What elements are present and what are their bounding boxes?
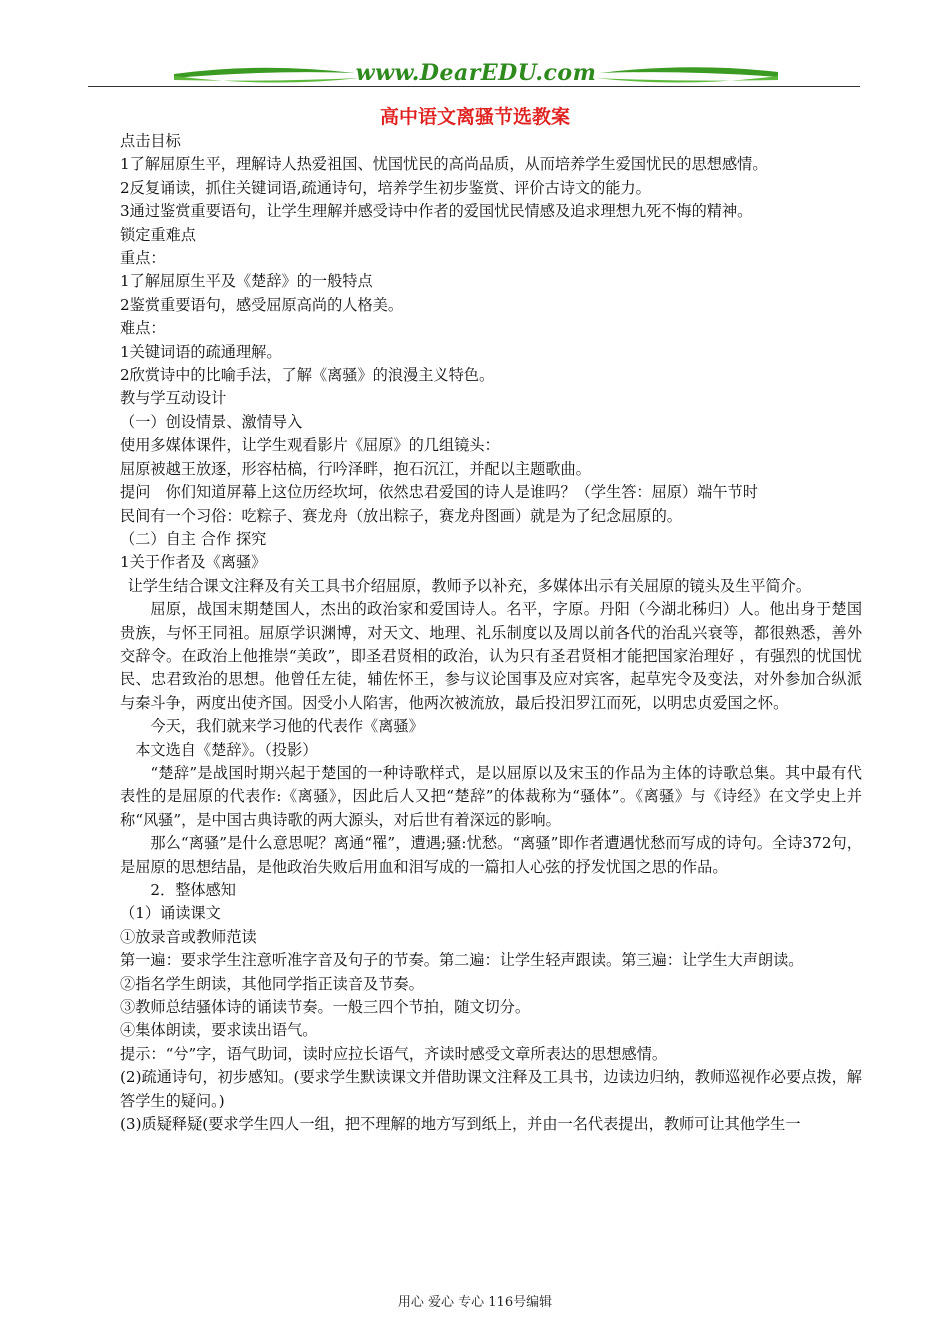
paragraph: 第一遍：要求学生注意听准字音及句子的节奏。第二遍：让学生轻声跟读。第三遍：让学生大声朗读。: [120, 951, 804, 970]
header-divider: [88, 86, 860, 87]
paragraph: 1关键词语的疏通理解。: [120, 342, 282, 361]
subheading: 2．整体感知: [150, 881, 236, 899]
site-logo-text: www.DearEDU.com: [355, 60, 597, 86]
paragraph-lisao-meaning: 那么“离骚”是什么意思呢？离通“罹”，遭遇;骚:忧愁。“离骚”即作者遭遇忧愁而写成的诗句。全诗372句，是屈原的思想结晶，是他政治失败后用血和泪写成的一篇扣人心弦的抒发忧国之思的作品。: [120, 834, 862, 876]
paragraph: ②指名学生朗读，其他同学指正读音及节奏。: [120, 974, 424, 993]
paragraph: (2)疏通诗句，初步感知。(要求学生默读课文并借助课文注释及工具书，边读边归纳，教师巡视作必要点拨，解答学生的疑问。): [120, 1068, 862, 1110]
paragraph: 让学生结合课文注释及有关工具书介绍屈原，教师予以补充，多媒体出示有关屈原的镜头及生平简介。: [127, 576, 812, 595]
paragraph-author-bio: 屈原，战国末期楚国人，杰出的政治家和爱国诗人。名平，字原。丹阳（今湖北秭归）人。他出身于楚国贵族，与怀王同祖。屈原学识渊博，对天文、地理、礼乐制度以及周以前各代的治乱兴衰等，都很熟悉，善外交辞令。在政治上他推崇“美政”，即圣君贤相的政治，认为只有圣君贤相才能把国家治理好 ，有强烈的忧国忧民、忠君致治的思想。他曾任左徒，辅佐怀王，参与议论国事及应对宾客，起草宪令及变法，对外参加合纵派与秦斗争，两度出使齐国。因受小人陷害，他两次被流放，最后投汨罗江而死，以明忠贞爱国之怀。: [120, 600, 862, 712]
paragraph: 1了解屈原生平，理解诗人热爱祖国、忧国忧民的高尚品质，从而培养学生爱国忧民的思想感情。: [120, 155, 768, 174]
paragraph: 屈原被越王放逐，形容枯槁，行吟泽畔，抱石沉江，并配以主题歌曲。: [120, 459, 591, 478]
paragraph: 难点：: [120, 319, 166, 338]
paragraph-chuci: “楚辞”是战国时期兴起于楚国的一种诗歌样式，是以屈原以及宋玉的作品为主体的诗歌总集。其中最有代表性的是屈原的代表作:《离骚》，因此后人又把“楚辞”的体裁称为“骚体”。《离骚》与《诗经》在文学史上并称“风骚”，是中国古典诗歌的两大源头，对后世有着深远的影响。: [120, 763, 862, 829]
paragraph: 重点：: [120, 249, 166, 268]
paragraph: 提示：“兮”字，语气助词，读时应拉长语气，齐读时感受文章所表达的思想感情。: [120, 1044, 668, 1063]
subheading: （1）诵读课文: [120, 904, 221, 923]
document-body: [120, 130, 862, 1136]
paragraph: 今天，我们就来学习他的代表作《离骚》: [150, 717, 424, 736]
paragraph: 提问 你们知道屏幕上这位历经坎坷，依然忠君爱国的诗人是谁吗？（学生答：屈原）端午节时: [120, 483, 758, 502]
page-footer: 用心 爱心 专心 116号编辑: [397, 1295, 553, 1310]
paragraph: 1了解屈原生平及《楚辞》的一般特点: [120, 272, 373, 291]
paragraph: ①放录音或教师范读: [120, 927, 257, 946]
paragraph: 2鉴赏重要语句，感受屈原高尚的人格美。: [120, 295, 404, 314]
paragraph: (3)质疑释疑(要求学生四人一组，把不理解的地方写到纸上，并由一名代表提出，教师可让其他学生一: [120, 1115, 801, 1134]
paragraph: 本文选自《楚辞》。（投影）: [135, 740, 318, 759]
subheading: （一）创设情景、激情导入: [120, 412, 303, 431]
document-title: 高中语文离骚节选教案: [379, 106, 570, 128]
heading-interaction-design: 教与学互动设计: [120, 389, 227, 408]
paragraph: 3通过鉴赏重要语句，让学生理解并感受诗中作者的爱国忧民情感及追求理想九死不悔的精神。: [120, 202, 753, 221]
subheading: （二）自主 合作 探究: [120, 529, 267, 548]
heading-key-points: 锁定重难点: [120, 225, 196, 244]
paragraph: ③教师总结骚体诗的诵读节奏。一般三四个节拍，随文切分。: [120, 998, 531, 1017]
paragraph: 2反复诵读，抓住关键词语,疏通诗句，培养学生初步鉴赏、评价古诗文的能力。: [120, 178, 651, 197]
paragraph: ④集体朗读，要求读出语气。: [120, 1021, 318, 1040]
paragraph: 使用多媒体课件，让学生观看影片《屈原》的几组镜头：: [120, 436, 500, 455]
heading-objectives: 点击目标: [120, 132, 181, 150]
paragraph: 民间有一个习俗：吃粽子、赛龙舟（放出粽子，赛龙舟图画）就是为了纪念屈原的。: [120, 506, 682, 525]
paragraph: 1关于作者及《离骚》: [120, 553, 267, 572]
paragraph: 2欣赏诗中的比喻手法，了解《离骚》的浪漫主义特色。: [120, 366, 495, 385]
site-banner: [170, 58, 782, 94]
